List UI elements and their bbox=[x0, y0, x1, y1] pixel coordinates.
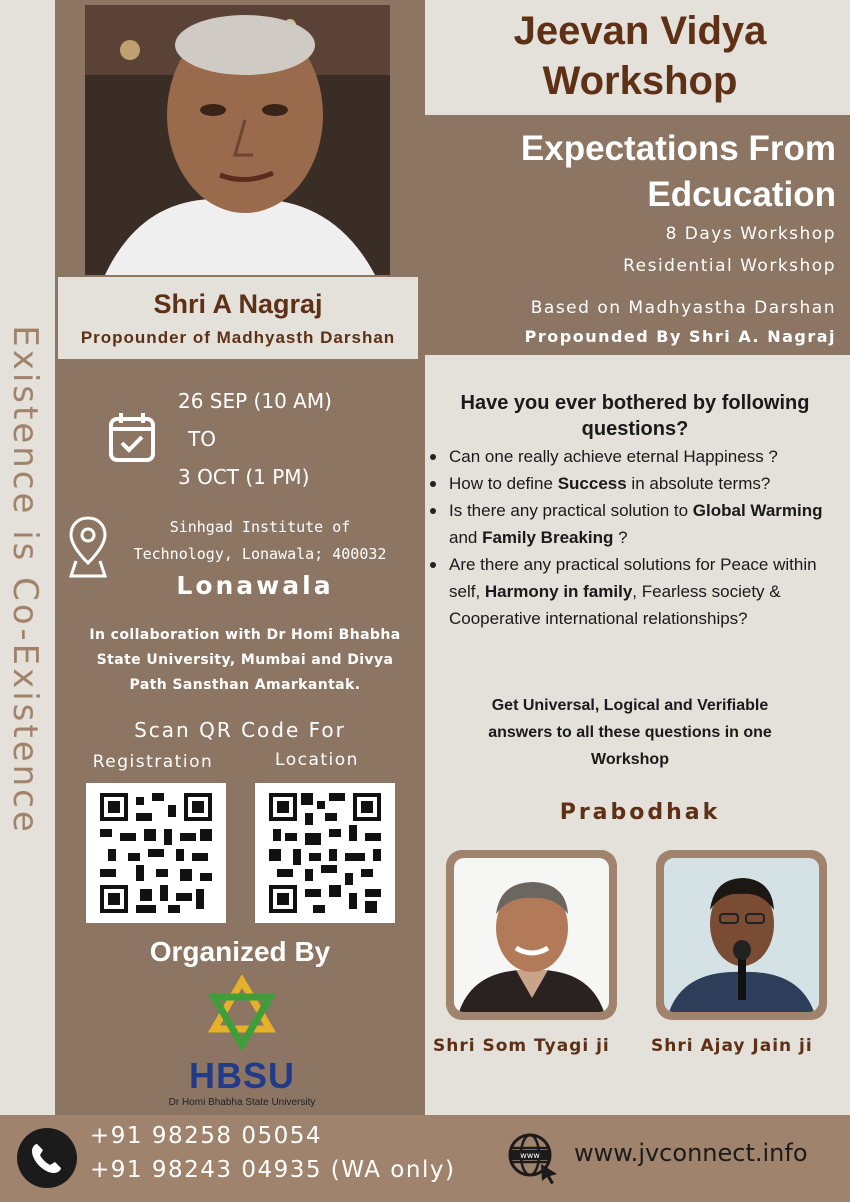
qr-registration-label: Registration bbox=[92, 752, 214, 772]
questions-heading-line-1: Have you ever bothered by following bbox=[460, 392, 810, 414]
theme-line-1: Expectations From bbox=[520, 129, 836, 168]
venue-city: Lonawala bbox=[176, 571, 334, 600]
side-slogan bbox=[5, 260, 45, 900]
questions-heading-line-2: questions? bbox=[581, 418, 689, 440]
speaker-name-2: Shri Ajay Jain ji bbox=[651, 1036, 813, 1056]
phone-number-1[interactable]: +91 98258 05054 bbox=[90, 1123, 322, 1149]
guru-photo bbox=[85, 5, 390, 275]
guru-name-box bbox=[58, 277, 418, 359]
side-slogan-text: Existence is Co-Existence bbox=[5, 325, 45, 835]
list-item: How to define Success in absolute terms? bbox=[430, 470, 840, 497]
website-link[interactable]: www.jvconnect.info bbox=[574, 1139, 808, 1167]
phone-icon bbox=[17, 1128, 77, 1188]
registration-qr-code[interactable] bbox=[86, 783, 226, 923]
phone-number-2[interactable]: +91 98243 04935 (WA only) bbox=[90, 1157, 456, 1183]
collab-line-2: State University, Mumbai and Divya bbox=[96, 652, 394, 668]
list-item: Can one really achieve eternal Happiness ? bbox=[430, 443, 840, 470]
speaker-photo-2 bbox=[656, 850, 827, 1020]
guru-title: Propounder of Madhyasth Darshan bbox=[80, 328, 396, 347]
workshop-title-line-1: Jeevan Vidya bbox=[513, 9, 767, 53]
venue-address bbox=[110, 514, 410, 568]
answer-line-3: Workshop bbox=[591, 751, 669, 768]
speaker-photo-1 bbox=[446, 850, 617, 1020]
hbsu-logo bbox=[152, 975, 332, 1110]
qr-location-label: Location bbox=[275, 750, 359, 770]
hbsu-logo-subtitle: Dr Homi Bhabha State University bbox=[168, 1097, 316, 1108]
list-item: Is there any practical solution to Global Warming and Family Breaking ? bbox=[430, 497, 840, 551]
hbsu-logo-text: HBSU bbox=[188, 1055, 295, 1096]
workshop-title bbox=[430, 6, 850, 106]
hbsu-emblem-icon bbox=[152, 975, 332, 1055]
collaboration-note bbox=[70, 623, 420, 698]
propounded-by: Propounded By Shri A. Nagraj bbox=[524, 327, 836, 346]
workshop-title-line-2: Workshop bbox=[542, 59, 738, 103]
location-pin-icon bbox=[68, 515, 108, 579]
www-icon-label: www bbox=[520, 1151, 540, 1160]
answer-line-2: answers to all these questions in one bbox=[488, 724, 772, 741]
venue-line-2: Technology, Lonawala; 400032 bbox=[133, 545, 387, 563]
list-item: Are there any practical solutions for Peace within self, Harmony in family, Fearless society & Cooperative international relationships? bbox=[430, 551, 840, 632]
workshop-theme bbox=[430, 126, 836, 218]
collab-line-1: In collaboration with Dr Homi Bhabha bbox=[89, 627, 401, 643]
globe-icon bbox=[505, 1130, 560, 1185]
start-date: 26 SEP (10 AM) bbox=[178, 389, 332, 413]
date-separator: TO bbox=[188, 427, 216, 451]
calendar-icon bbox=[108, 411, 156, 463]
end-date: 3 OCT (1 PM) bbox=[178, 465, 310, 489]
answer-line-1: Get Universal, Logical and Verifiable bbox=[491, 697, 769, 714]
prabodhak-heading: Prabodhak bbox=[559, 800, 721, 825]
event-dates bbox=[178, 382, 332, 496]
location-qr-code[interactable] bbox=[255, 783, 395, 923]
questions-list bbox=[430, 443, 840, 632]
answer-statement bbox=[450, 692, 810, 773]
workshop-type: Residential Workshop bbox=[623, 256, 836, 276]
organizer-heading: Organized By bbox=[149, 936, 331, 967]
qr-heading: Scan QR Code For bbox=[134, 718, 346, 742]
collab-line-3: Path Sansthan Amarkantak. bbox=[129, 677, 361, 693]
speaker-name-1: Shri Som Tyagi ji bbox=[433, 1036, 610, 1056]
theme-line-2: Edcucation bbox=[647, 175, 836, 214]
questions-heading bbox=[440, 390, 830, 442]
workshop-duration: 8 Days Workshop bbox=[665, 224, 836, 244]
venue-line-1: Sinhgad Institute of bbox=[169, 518, 351, 536]
guru-name: Shri A Nagraj bbox=[153, 289, 323, 319]
based-on: Based on Madhyastha Darshan bbox=[530, 298, 836, 318]
